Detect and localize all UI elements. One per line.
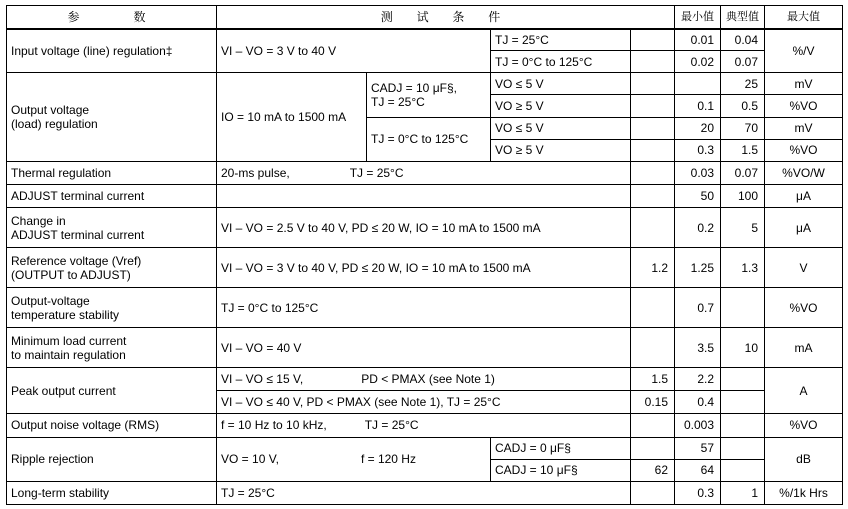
cond-load-r2: VO ≥ 5 V (491, 95, 631, 117)
header-param: 参 数 (7, 6, 217, 29)
vref-typ: 1.25 (675, 248, 721, 288)
param-peak-output-current: Peak output current (7, 368, 217, 414)
cond-noise: f = 10 Hz to 10 kHz, TJ = 25°C (217, 414, 631, 437)
cond-load-tj-range: TJ = 0°C to 125°C (367, 117, 491, 161)
cond-ripple-cadj10: CADJ = 10 μF§ (491, 459, 631, 481)
table-row (7, 328, 843, 368)
load-r2-max: 0.5 (721, 95, 765, 117)
unit-line-regulation: %/V (765, 29, 843, 73)
unit-vref: V (765, 248, 843, 288)
long-term-max: 1 (721, 481, 765, 504)
min-load-max: 10 (721, 328, 765, 368)
load-r4-typ: 0.3 (675, 139, 721, 161)
param-ripple-rejection: Ripple rejection (7, 437, 217, 481)
header-typ: 典型值 (721, 6, 765, 29)
noise-typ: 0.003 (675, 414, 721, 437)
cond-min-load: VI – VO = 40 V (217, 328, 631, 368)
unit-temp-stab: %VO (765, 288, 843, 328)
line-tj25-typ: 0.01 (675, 29, 721, 51)
param-adjust-current: ADJUST terminal current (7, 184, 217, 207)
table-row (7, 184, 843, 207)
cond-line-regulation: VI – VO = 3 V to 40 V (217, 29, 491, 73)
header-row (7, 6, 843, 29)
cond-load-r1: VO ≤ 5 V (491, 73, 631, 95)
cond-ripple: VO = 10 V, f = 120 Hz (217, 437, 491, 481)
line-range-typ: 0.02 (675, 51, 721, 73)
cond-load-r4: VO ≥ 5 V (491, 139, 631, 161)
table-row (7, 161, 843, 184)
load-r1-max: 25 (721, 73, 765, 95)
cond-thermal: 20-ms pulse, TJ = 25°C (217, 161, 631, 184)
header-max: 最大值 (765, 6, 843, 29)
peak-2-min: 0.15 (631, 391, 675, 414)
unit-adj-change: μA (765, 208, 843, 248)
param-adjust-change: Change in ADJUST terminal current (7, 208, 217, 248)
load-r4-max: 1.5 (721, 139, 765, 161)
min-load-typ: 3.5 (675, 328, 721, 368)
adj-current-typ: 50 (675, 184, 721, 207)
table-row (7, 437, 843, 459)
unit-long-term: %/1k Hrs (765, 481, 843, 504)
cond-peak-2: VI – VO ≤ 40 V, PD < PMAX (see Note 1), TJ = 25°C (217, 391, 631, 414)
cond-peak-1: VI – VO ≤ 15 V, PD < PMAX (see Note 1) (217, 368, 631, 391)
cond-ripple-cadj0: CADJ = 0 μF§ (491, 437, 631, 459)
table-row (7, 288, 843, 328)
thermal-max: 0.07 (721, 161, 765, 184)
header-min: 最小值 (675, 6, 721, 29)
adj-current-max: 100 (721, 184, 765, 207)
cond-load-r3: VO ≤ 5 V (491, 117, 631, 139)
cond-reference-voltage: VI – VO = 3 V to 40 V, PD ≤ 20 W, IO = 10 mA to 1500 mA (217, 248, 631, 288)
peak-1-min: 1.5 (631, 368, 675, 391)
unit-peak: A (765, 368, 843, 414)
cond-line-tj25: TJ = 25°C (491, 29, 631, 51)
vref-max: 1.3 (721, 248, 765, 288)
unit-ripple: dB (765, 437, 843, 481)
unit-noise: %VO (765, 414, 843, 437)
adj-change-max: 5 (721, 208, 765, 248)
param-load-regulation: Output voltage (load) regulation (7, 73, 217, 161)
unit-load-r1: mV (765, 73, 843, 95)
table-row (7, 29, 843, 51)
param-output-noise: Output noise voltage (RMS) (7, 414, 217, 437)
table-row (7, 73, 843, 95)
param-reference-voltage: Reference voltage (Vref) (OUTPUT to ADJUST) (7, 248, 217, 288)
cond-load-cadj: CADJ = 10 μF§, TJ = 25°C (367, 73, 491, 117)
unit-adj-current: μA (765, 184, 843, 207)
line-range-max: 0.07 (721, 51, 765, 73)
load-r3-max: 70 (721, 117, 765, 139)
cond-temperature-stability: TJ = 0°C to 125°C (217, 288, 631, 328)
table-row (7, 368, 843, 391)
param-thermal-regulation: Thermal regulation (7, 161, 217, 184)
unit-load-r3: mV (765, 117, 843, 139)
vref-min: 1.2 (631, 248, 675, 288)
load-r2-typ: 0.1 (675, 95, 721, 117)
unit-min-load: mA (765, 328, 843, 368)
ripple-2-typ: 64 (675, 459, 721, 481)
cond-line-tj-range: TJ = 0°C to 125°C (491, 51, 631, 73)
thermal-typ: 0.03 (675, 161, 721, 184)
header-conditions: 测 试 条 件 (217, 6, 675, 29)
unit-load-r2: %VO (765, 95, 843, 117)
temp-stab-typ: 0.7 (675, 288, 721, 328)
param-temperature-stability: Output-voltage temperature stability (7, 288, 217, 328)
line-tj25-max: 0.04 (721, 29, 765, 51)
ripple-1-typ: 57 (675, 437, 721, 459)
param-long-term-stability: Long-term stability (7, 481, 217, 504)
cond-adjust-change: VI – VO = 2.5 V to 40 V, PD ≤ 20 W, IO = 10 mA to 1500 mA (217, 208, 631, 248)
unit-load-r4: %VO (765, 139, 843, 161)
adj-change-typ: 0.2 (675, 208, 721, 248)
cond-load-current: IO = 10 mA to 1500 mA (217, 73, 367, 161)
electrical-characteristics-table (6, 5, 843, 505)
long-term-typ: 0.3 (675, 481, 721, 504)
table-row (7, 414, 843, 437)
unit-thermal: %VO/W (765, 161, 843, 184)
peak-1-typ: 2.2 (675, 368, 721, 391)
cond-long-term: TJ = 25°C (217, 481, 631, 504)
ripple-2-min: 62 (631, 459, 675, 481)
table-row (7, 248, 843, 288)
peak-2-typ: 0.4 (675, 391, 721, 414)
param-line-regulation: Input voltage (line) regulation‡ (7, 29, 217, 73)
load-r3-typ: 20 (675, 117, 721, 139)
param-min-load-current: Minimum load current to maintain regulation (7, 328, 217, 368)
table-row (7, 208, 843, 248)
table-row (7, 481, 843, 504)
